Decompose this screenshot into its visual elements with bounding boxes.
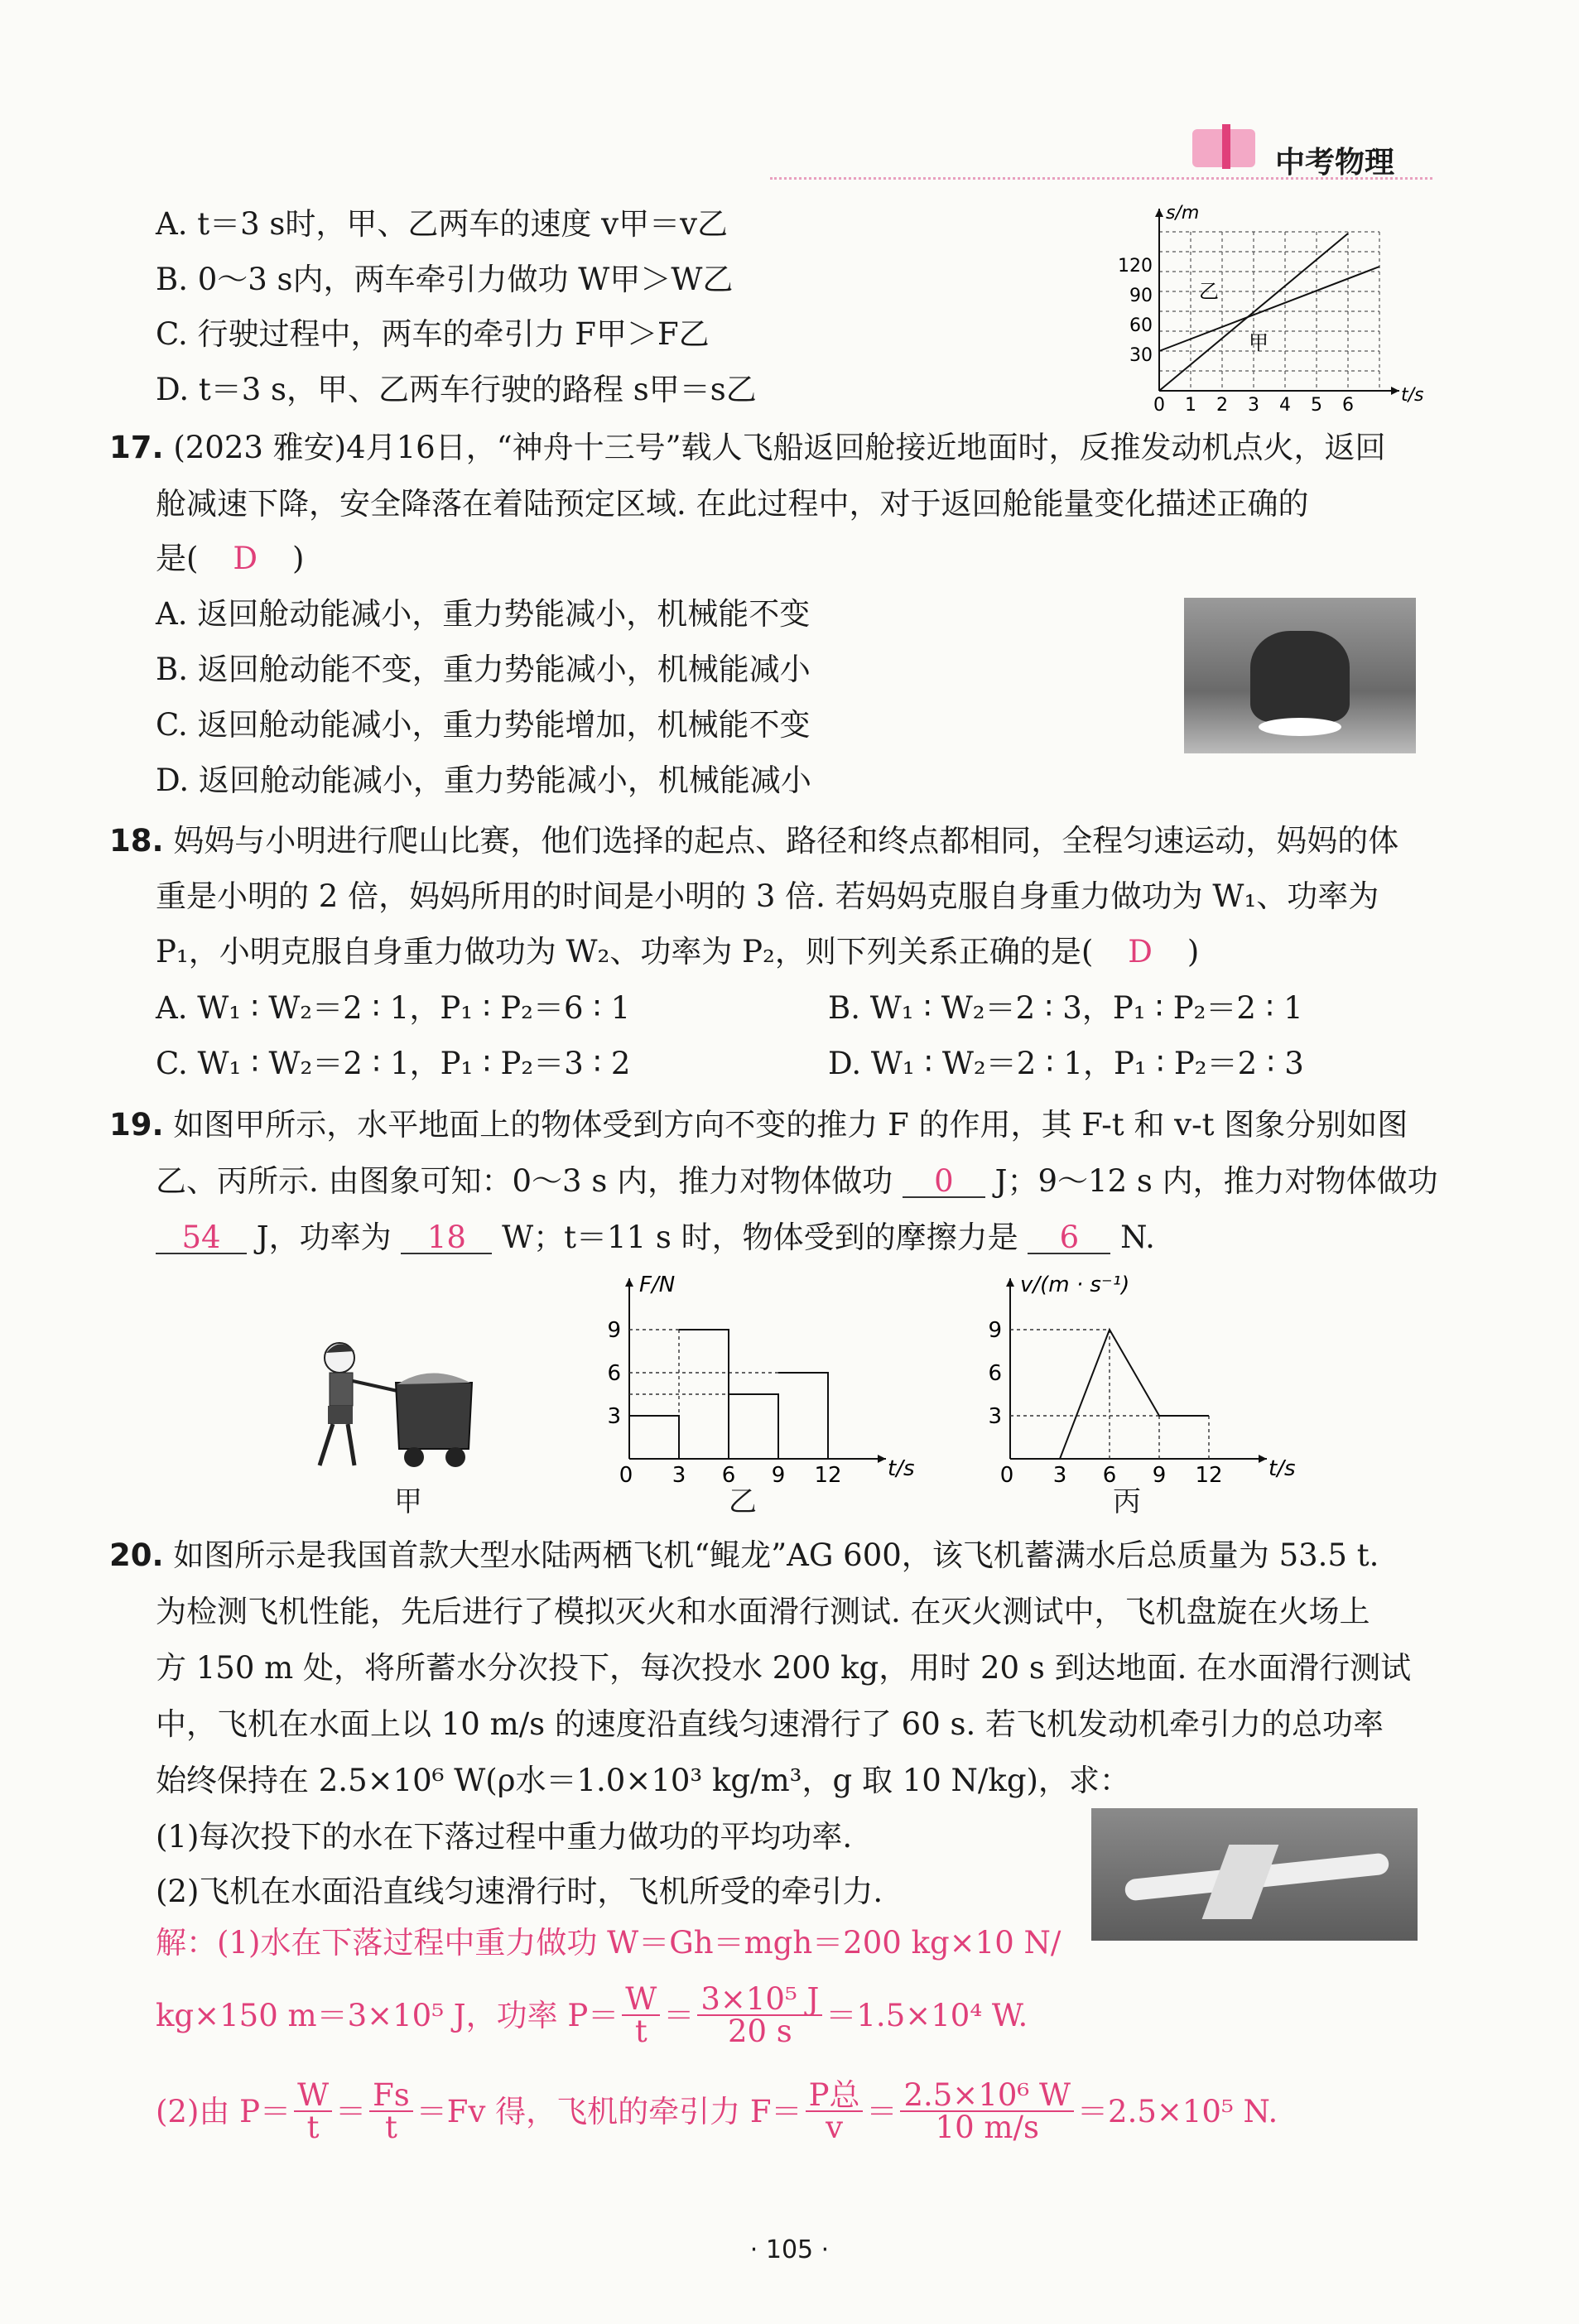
q17-text-line1: (2023 雅安)4月16日，“神舟十三号”载人飞船返回舱接近地面时，反推发动机点火，返回 xyxy=(173,430,1386,465)
header-title: 中考物理 xyxy=(1275,146,1395,180)
q19-figure-bing-vt-chart xyxy=(960,1267,1296,1488)
q18-option-a: A. W₁ ∶ W₂＝2 ∶ 1，P₁ ∶ P₂＝6 ∶ 1 xyxy=(156,990,631,1026)
q17-paren-close: ) xyxy=(291,541,305,576)
q19-text-line3a: J，功率为 xyxy=(256,1220,392,1255)
q16-option-b: B. 0～3 s内，两车牵引力做功 W甲＞W乙 xyxy=(156,262,734,297)
header-book-icon xyxy=(1192,124,1259,169)
q16-xtick: 5 xyxy=(1311,395,1322,416)
q20-subquestion-2: (2)飞机在水面沿直线匀速滑行时，飞机所受的牵引力. xyxy=(156,1874,883,1909)
q19-text-line1: 如图甲所示，水平地面上的物体受到方向不变的推力 F 的作用，其 F-t 和 v-t 图象分别如图 xyxy=(173,1107,1408,1143)
q19-answer-4: 6 xyxy=(1028,1222,1110,1254)
q20-fraction-work-time: $\frac{\text{3×10⁵ J}}{20 s}$ xyxy=(697,1984,822,2047)
q19-figure-yi-ft-chart xyxy=(580,1267,915,1488)
q19-ft-xtick: 12 xyxy=(814,1463,842,1488)
q19-text-line3b: W；t＝11 s 时，物体受到的摩擦力是 xyxy=(502,1220,1018,1255)
q17-text-line2: 舱减速下降，安全降落在着陆预定区域. 在此过程中，对于返回舱能量变化描述正确的 xyxy=(156,486,1309,522)
q20-fraction-values: $\frac{\text{2.5×10⁶ W}}{10 m/s}$ xyxy=(900,2080,1074,2143)
q19-vt-xtick: 9 xyxy=(1152,1463,1167,1488)
q18-answer: D xyxy=(1128,934,1153,970)
q20-equals-2: ＝ xyxy=(335,2093,367,2129)
q19-ft-ytick: 3 xyxy=(607,1404,621,1429)
q16-xtick: 2 xyxy=(1216,395,1228,416)
q20-text-line2: 为检测飞机性能，先后进行了模拟灭火和水面滑行测试. 在灭火测试中，飞机盘旋在火场上 xyxy=(156,1594,1370,1629)
q20-text-line4: 中，飞机在水面上以 10 m/s 的速度沿直线匀速滑行了 60 s. 若飞机发动机牵引力的总功率 xyxy=(156,1706,1384,1742)
q18-option-c: C. W₁ ∶ W₂＝2 ∶ 1，P₁ ∶ P₂＝3 ∶ 2 xyxy=(156,1046,631,1081)
q19-vt-ytick: 3 xyxy=(988,1404,1002,1429)
q19-figure-jia xyxy=(306,1333,505,1482)
q19-ft-xtick: 9 xyxy=(771,1463,786,1488)
q19-ft-ylabel: F/N xyxy=(639,1273,676,1297)
q16-ytick: 30 xyxy=(1129,345,1153,366)
q16-xtick: 6 xyxy=(1342,395,1354,416)
q16-ytick: 90 xyxy=(1129,286,1153,306)
q16-chart-xlabel: t/s xyxy=(1401,385,1424,406)
q16-xtick: 4 xyxy=(1279,395,1291,416)
q20-fraction-w-t-2: $\frac{W}{t}$ xyxy=(294,2080,332,2143)
q16-option-a: A. t＝3 s时，甲、乙两车的速度 v甲＝v乙 xyxy=(156,206,728,242)
q19-text-line2: 乙、丙所示. 由图象可知：0～3 s 内，推力对物体做功 xyxy=(156,1163,893,1199)
q19-vt-ytick: 6 xyxy=(988,1361,1002,1386)
q18-option-d: D. W₁ ∶ W₂＝2 ∶ 1，P₁ ∶ P₂＝2 ∶ 3 xyxy=(828,1046,1304,1081)
q17-option-c: C. 返回舱动能减小，重力势能增加，机械能不变 xyxy=(156,707,811,743)
q20-text-line3: 方 150 m 处，将所蓄水分次投下，每次投水 200 kg，用时 20 s 到达地面. 在水面滑行测试 xyxy=(156,1650,1412,1686)
q19-vt-xtick: 0 xyxy=(999,1463,1014,1488)
q17-option-b: B. 返回舱动能不变，重力势能减小，机械能减小 xyxy=(156,652,811,687)
q19-ft-xtick: 3 xyxy=(672,1463,686,1488)
q19-vt-xtick: 12 xyxy=(1195,1463,1223,1488)
q16-label-jia: 甲 xyxy=(1249,331,1268,354)
q20-text-line5: 始终保持在 2.5×10⁶ W(ρ水＝1.0×10³ kg/m³，g 取 10 N/kg)，求： xyxy=(156,1763,1130,1798)
q20-number: 20. xyxy=(109,1537,164,1573)
q20-fraction-p-v: $\frac{\text{P总}}{v}$ xyxy=(806,2080,864,2143)
q20-fraction-fs-t: $\frac{Fs}{t}$ xyxy=(369,2080,413,2143)
q19-text-line3c: N. xyxy=(1120,1220,1155,1255)
q18-number: 18. xyxy=(109,823,164,859)
q19-answer-3: 18 xyxy=(401,1222,492,1254)
q17-number: 17. xyxy=(109,430,164,465)
q18-option-b: B. W₁ ∶ W₂＝2 ∶ 3，P₁ ∶ P₂＝2 ∶ 1 xyxy=(828,990,1303,1026)
q19-vt-xlabel: t/s xyxy=(1268,1456,1296,1481)
q19-ft-ytick: 9 xyxy=(607,1318,621,1343)
q20-subquestion-1: (1)每次投下的水在下落过程中重力做功的平均功率. xyxy=(156,1819,853,1855)
q19-ft-xtick: 6 xyxy=(721,1463,736,1488)
q19-answer-1: 0 xyxy=(903,1166,985,1198)
q16-xtick: 0 xyxy=(1153,395,1165,416)
q17-option-a: A. 返回舱动能减小，重力势能减小，机械能不变 xyxy=(156,596,811,632)
q17-text-line3: 是( xyxy=(156,541,199,576)
q20-fraction-w-t: $\frac{W}{t}$ xyxy=(622,1984,660,2047)
q19-vt-ylabel: v/(m · s⁻¹) xyxy=(1020,1273,1130,1297)
q17-answer: D xyxy=(233,541,258,576)
q16-option-c: C. 行驶过程中，两车的牵引力 F甲＞F乙 xyxy=(156,316,710,352)
q16-option-d: D. t＝3 s，甲、乙两车行驶的路程 s甲＝s乙 xyxy=(156,372,757,407)
page-number: · 105 · xyxy=(749,2235,830,2264)
q20-solution-line3: (2)由 P＝ xyxy=(156,2093,291,2129)
q19-ft-xtick: 0 xyxy=(619,1463,633,1488)
q18-paren-close: ) xyxy=(1187,934,1200,970)
q19-vt-ytick: 9 xyxy=(988,1318,1002,1343)
q18-text-line2: 重是小明的 2 倍，妈妈所用的时间是小明的 3 倍. 若妈妈克服自身重力做功为 W₁、功率为 xyxy=(156,878,1379,914)
q17-option-d: D. 返回舱动能减小，重力势能减小，机械能减小 xyxy=(156,763,811,798)
q16-label-yi: 乙 xyxy=(1199,280,1219,303)
q19-vt-xtick: 6 xyxy=(1102,1463,1117,1488)
q19-ft-xlabel: t/s xyxy=(888,1456,915,1481)
q20-solution-line3-mid: ＝Fv 得，飞机的牵引力 F＝ xyxy=(416,2093,802,2129)
q19-ft-ytick: 6 xyxy=(607,1361,621,1386)
q19-fig-label-jia: 甲 xyxy=(394,1485,422,1518)
q19-fig-label-bing: 丙 xyxy=(1113,1485,1141,1518)
q19-answer-2: 54 xyxy=(156,1222,247,1254)
q20-power-result: ＝1.5×10⁴ W. xyxy=(826,1997,1028,2033)
q19-text-line2-end: J；9～12 s 内，推力对物体做功 xyxy=(994,1163,1438,1199)
q18-text-line1: 妈妈与小明进行爬山比赛，他们选择的起点、路径和终点都相同，全程匀速运动，妈妈的体 xyxy=(173,823,1399,859)
q19-number: 19. xyxy=(109,1107,164,1143)
q20-text-line1: 如图所示是我国首款大型水陆两栖飞机“鲲龙”AG 600，该飞机蓄满水后总质量为 53.5 t. xyxy=(173,1537,1379,1573)
header-rule xyxy=(770,177,1432,180)
q20-force-result: ＝2.5×10⁵ N. xyxy=(1077,2093,1278,2129)
q18-text-line3: P₁，小明克服自身重力做功为 W₂、功率为 P₂，则下列关系正确的是( xyxy=(156,934,1094,970)
q16-xtick: 1 xyxy=(1185,395,1196,416)
q20-airplane-photo xyxy=(1091,1808,1418,1941)
q17-capsule-photo xyxy=(1184,598,1416,753)
q20-solution-line1: 解：(1)水在下落过程中重力做功 W＝Gh＝mgh＝200 kg×10 N/ xyxy=(156,1925,1061,1961)
q16-ytick: 60 xyxy=(1129,315,1153,336)
q16-xtick: 3 xyxy=(1248,395,1259,416)
q16-st-chart xyxy=(1101,199,1432,416)
q20-equals-3: ＝ xyxy=(866,2093,898,2129)
q19-vt-xtick: 3 xyxy=(1052,1463,1067,1488)
q16-ytick: 120 xyxy=(1118,256,1153,277)
q16-chart-ylabel: s/m xyxy=(1166,203,1200,224)
q19-fig-label-yi: 乙 xyxy=(729,1485,757,1518)
q20-equals: ＝ xyxy=(663,1997,695,2033)
q20-solution-line2: kg×150 m＝3×10⁵ J，功率 P＝ xyxy=(156,1997,619,2033)
